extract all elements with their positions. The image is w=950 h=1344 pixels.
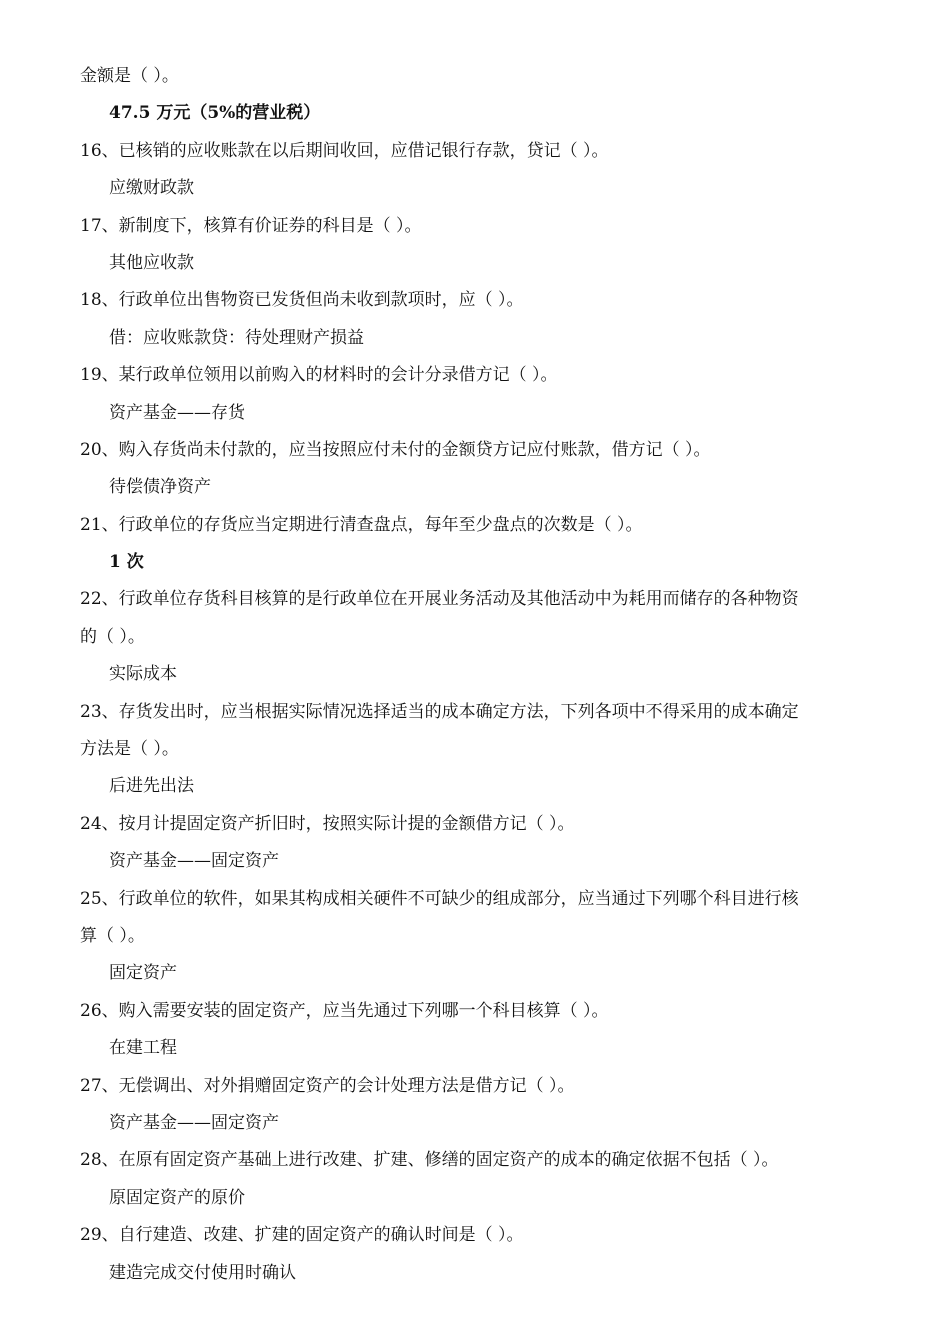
answer-line: 资产基金——固定资产: [109, 1112, 279, 1133]
answer-line: 待偿债净资产: [109, 477, 211, 498]
answer-line: 原固定资产的原价: [109, 1187, 245, 1208]
answer-line: 实际成本: [109, 664, 177, 685]
question-line: 21、行政单位的存货应当定期进行清查盘点，每年至少盘点的次数是（ ）。: [80, 514, 643, 535]
answer-line: 在建工程: [109, 1038, 177, 1059]
document-page: [80, 58, 886, 1292]
question-line: 28、在原有固定资产基础上进行改建、扩建、修缮的固定资产的成本的确定依据不包括（ ）。: [80, 1150, 779, 1171]
question-line: 27、无偿调出、对外捐赠固定资产的会计处理方法是借方记（ ）。: [80, 1075, 575, 1096]
answer-line: 后进先出法: [109, 776, 194, 797]
question-line: 算（ ）。: [80, 925, 145, 946]
question-line: 24、按月计提固定资产折旧时，按照实际计提的金额借方记（ ）。: [80, 813, 575, 834]
answer-line: 其他应收款: [109, 252, 194, 273]
answer-line: 固定资产: [109, 963, 177, 984]
question-line: 29、自行建造、改建、扩建的固定资产的确认时间是（ ）。: [80, 1225, 524, 1246]
question-line: 19、某行政单位领用以前购入的材料时的会计分录借方记（ ）。: [80, 365, 558, 386]
answer-line: 应缴财政款: [109, 178, 194, 199]
answer-line: 1 次: [109, 552, 144, 573]
answer-line: 借：应收账款贷：待处理财产损益: [109, 327, 364, 348]
question-line: 17、新制度下，核算有价证券的科目是（ ）。: [80, 215, 422, 236]
answer-line: 建造完成交付使用时确认: [109, 1262, 296, 1283]
answer-line: 资产基金——存货: [109, 402, 245, 423]
question-line: 25、行政单位的软件，如果其构成相关硬件不可缺少的组成部分，应当通过下列哪个科目进行核: [80, 888, 799, 909]
answer-line: 资产基金——固定资产: [109, 851, 279, 872]
question-line: 26、购入需要安装的固定资产，应当先通过下列哪一个科目核算（ ）。: [80, 1000, 609, 1021]
question-line: 方法是（ ）。: [80, 739, 179, 760]
question-line: 的（ ）。: [80, 626, 145, 647]
question-line: 金额是（ ）。: [80, 66, 179, 86]
question-line: 16、已核销的应收账款在以后期间收回，应借记银行存款，贷记（ ）。: [80, 140, 609, 161]
question-line: 18、行政单位出售物资已发货但尚未收到款项时，应（ ）。: [80, 290, 524, 311]
question-line: 22、行政单位存货科目核算的是行政单位在开展业务活动及其他活动中为耗用而储存的各种物资: [80, 589, 799, 610]
question-line: 23、存货发出时，应当根据实际情况选择适当的成本确定方法，下列各项中不得采用的成本确定: [80, 701, 799, 722]
question-line: 20、购入存货尚未付款的，应当按照应付未付的金额贷方记应付账款，借方记（ ）。: [80, 439, 711, 460]
answer-line: 47.5 万元（5%的营业税）: [109, 103, 321, 124]
